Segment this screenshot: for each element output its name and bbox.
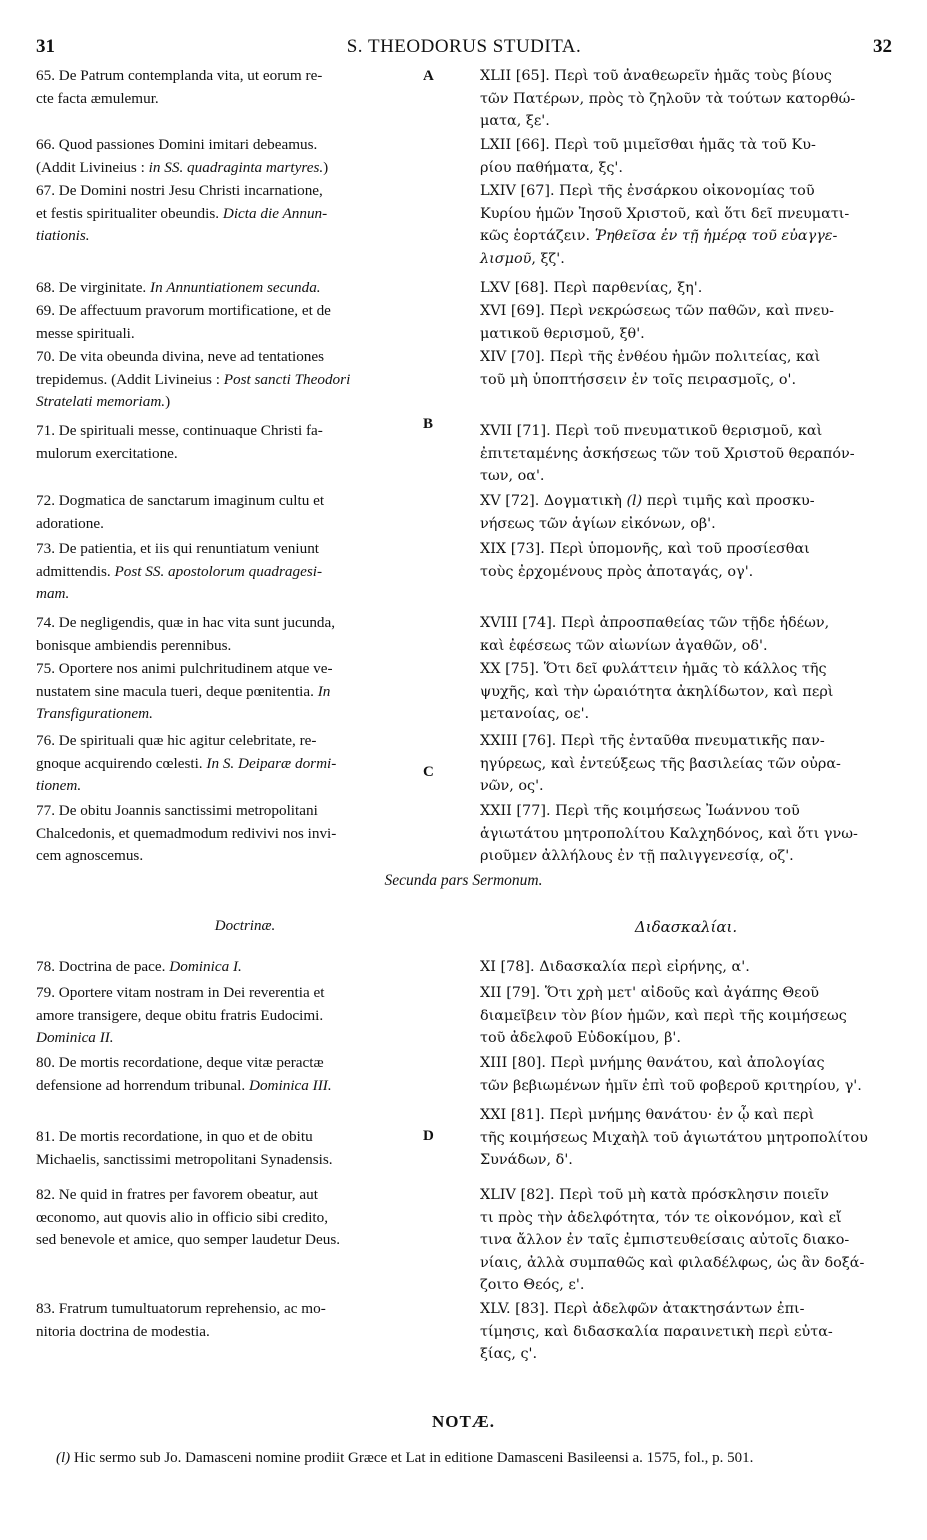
latin-entry: 74. De negligendis, quæ in hac vita sunt jucunda, bonisque ambiendis perennibus. bbox=[36, 614, 336, 654]
page-number-left: 31 bbox=[36, 36, 55, 57]
footnote: (l) Hic sermo sub Jo. Damasceni nomine prodiit Græce et Lat in editione Damasceni Basileensi a. 1575, fol., p. 501. bbox=[56, 1450, 754, 1466]
latin-entry: 80. De mortis recordatione, deque vitæ peractæ defensione ad horrendum tribunal. Dominica III. bbox=[36, 1054, 332, 1094]
running-title: S. THEODORUS STUDITA. bbox=[346, 36, 582, 57]
latin-entry: 71. De spirituali messe, continuaque Christi fa- mulorum exercitatione. bbox=[36, 422, 323, 462]
greek-entry: XXII [77]. Περὶ τῆς κοιμήσεως Ἰωάννου τοῦ ἁγιωτάτου μητροπολίτου Καλχηδόνος, καὶ ὅτι γνω- ριοῦμεν ἀλλήλους ἐν τῇ παλιγγενεσίᾳ, οζ'. bbox=[480, 803, 858, 865]
latin-subheading: Doctrinæ. bbox=[214, 918, 276, 934]
latin-entry: 68. De virginitate. In Annuntiationem secunda. bbox=[36, 279, 321, 296]
latin-entry: 72. Dogmatica de sanctarum imaginum cultu et adoratione. bbox=[36, 492, 325, 532]
latin-entry: 69. De affectuum pravorum mortificatione, et de messe spirituali. bbox=[36, 302, 331, 342]
greek-entry: XXIII [76]. Περὶ τῆς ἐνταῦθα πνευματικῆς παν- ηγύρεως, καὶ ἐντεύξεως τῆς βασιλείας τῶν οὐρα- νῶν, ος'. bbox=[480, 733, 841, 795]
latin-entry: 65. De Patrum contemplanda vita, ut eorum re- cte facta æmulemur. bbox=[36, 67, 323, 107]
greek-entry: XIX [73]. Περὶ ὑπομονῆς, καὶ τοῦ προσίεσθαι τοὺς ἐρχομένους πρὸς ἀποταγάς, ογ'. bbox=[480, 541, 810, 580]
margin-letter-c: C bbox=[423, 764, 434, 780]
greek-entry: XXI [81]. Περὶ μνήμης θανάτου· ἐν ᾧ καὶ περὶ τῆς κοιμήσεως Μιχαὴλ τοῦ ἁγιωτάτου μητροπολίτου Συνάδων, δ'. bbox=[480, 1107, 868, 1169]
greek-entry: XLIV [82]. Περὶ τοῦ μὴ κατὰ πρόσκλησιν ποιεῖν τι πρὸς τὴν ἀδελφότητα, τόν τε οἰκονόμον, καὶ εἴ τινα ἄλλον ἐν ταῖς ἐμπιστευθείσαις αὐτοῖς διακο- νίαις, ἀλλὰ συμπαθῶς καὶ φιλαδέλφως, ὡς ἂν δοξά- ζοιτο Θεός, ε'. bbox=[480, 1187, 865, 1294]
latin-entry: 76. De spirituali quæ hic agitur celebritate, re- gnoque acquirendo cœlesti. In S. Deiparæ dormi- tionem. bbox=[36, 732, 337, 795]
latin-entry: 81. De mortis recordatione, in quo et de obitu Michaelis, sanctissimi metropolitani Synadensis. bbox=[36, 1128, 333, 1168]
greek-entry: XX [75]. Ὅτι δεῖ φυλάττειν ἡμᾶς τὸ κάλλος τῆς ψυχῆς, καὶ τὴν ὡραιότητα ἀκηλίδωτον, καὶ περὶ μετανοίας, οε'. bbox=[480, 661, 834, 723]
latin-entry: 67. De Domini nostri Jesu Christi incarnatione, et festis spiritualiter obeundis. Dicta die Annun- tiationis. bbox=[36, 182, 328, 245]
greek-entry: LXV [68]. Περὶ παρθενίας, ξη'. bbox=[480, 280, 703, 296]
latin-entry: 70. De vita obeunda divina, neve ad tentationes trepidemus. (Addit Livineius : Post sancti Theodori Stratelati memoriam.) bbox=[36, 348, 351, 411]
greek-entry: XI [78]. Διδασκαλία περὶ εἰρήνης, α'. bbox=[480, 959, 750, 975]
greek-entry: XIV [70]. Περὶ τῆς ἐνθέου ἡμῶν πολιτείας, καὶ τοῦ μὴ ὑποπτήσσειν ἐν τοῖς πειρασμοῖς, ο'. bbox=[480, 349, 821, 388]
notes-heading: NOTÆ. bbox=[431, 1412, 496, 1431]
greek-entry: LXII [66]. Περὶ τοῦ μιμεῖσθαι ἡμᾶς τὰ τοῦ Κυ- ρίου παθήματα, ξς'. bbox=[480, 137, 816, 176]
page-header bbox=[36, 36, 892, 60]
greek-entry: XII [79]. Ὅτι χρὴ μετ' αἰδοῦς καὶ ἀγάπης Θεοῦ διαμεῖβειν τὸν βίον ἡμῶν, καὶ περὶ τῆς κοιμήσεως τοῦ ἀδελφοῦ Εὐδοκίμου, β'. bbox=[480, 985, 847, 1047]
greek-entry: XIII [80]. Περὶ μνήμης θανάτου, καὶ ἀπολογίας τῶν βεβιωμένων ἡμῖν ἐπὶ τοῦ φοβεροῦ κριτηρίου, γ'. bbox=[480, 1055, 862, 1094]
margin-letter-a: A bbox=[423, 68, 434, 84]
greek-subheading: Διδασκαλίαι. bbox=[634, 918, 738, 936]
latin-entry: 75. Oportere nos animi pulchritudinem atque ve- nustatem sine macula tueri, deque pœnitentia. In Transfigurationem. bbox=[36, 660, 333, 723]
latin-entry: 82. Ne quid in fratres per favorem obeatur, aut œconomo, aut quovis alio in officio sibi credito, sed benevole et amice, quo semper laudetur Deus. bbox=[36, 1186, 341, 1249]
greek-entry: XVII [71]. Περὶ τοῦ πνευματικοῦ θερισμοῦ, καὶ ἐπιτεταμένης ἀσκήσεως τῶν τοῦ Χριστοῦ θεραπόν- των, οα'. bbox=[480, 423, 855, 485]
latin-entry: 83. Fratrum tumultuatorum reprehensio, ac mo- nitoria doctrina de modestia. bbox=[36, 1300, 326, 1340]
greek-entry: XLV. [83]. Περὶ ἀδελφῶν ἀτακτησάντων ἐπι- τίμησις, καὶ διδασκαλία παραινετικὴ περὶ εὐτα- ξίας, ς'. bbox=[480, 1301, 833, 1363]
latin-entry: 66. Quod passiones Domini imitari debeamus. (Addit Livineius : in SS. quadraginta martyres.) bbox=[36, 136, 329, 176]
greek-entry: XVI [69]. Περὶ νεκρώσεως τῶν παθῶν, καὶ πνευ- ματικοῦ θερισμοῦ, ξθ'. bbox=[480, 303, 834, 342]
greek-entry: XV [72]. Δογματικὴ (l) περὶ τιμῆς καὶ προσκυ- νήσεως τῶν ἁγίων εἰκόνων, οβ'. bbox=[480, 493, 815, 532]
greek-entry: XLII [65]. Περὶ τοῦ ἀναθεωρεῖν ἡμᾶς τοὺς βίους τῶν Πατέρων, πρὸς τὸ ζηλοῦν τὰ τούτων κατορθώ- ματα, ξε'. bbox=[480, 68, 856, 130]
latin-entry: 79. Oportere vitam nostram in Dei reverentia et amore transigere, deque obitu fratris Eudocimi. Dominica II. bbox=[36, 984, 325, 1047]
latin-entry: 78. Doctrina de pace. Dominica I. bbox=[36, 958, 242, 975]
margin-letter-b: B bbox=[423, 416, 434, 432]
latin-entry: 77. De obitu Joannis sanctissimi metropolitani Chalcedonis, et quemadmodum redivivi nos invi- cem agnoscemus. bbox=[36, 802, 337, 865]
greek-entry: XVIII [74]. Περὶ ἀπροσπαθείας τῶν τῇδε ἡδέων, καὶ ἐφέσεως τῶν αἰωνίων ἀγαθῶν, οδ'. bbox=[480, 615, 830, 654]
page-number-right: 32 bbox=[873, 36, 892, 57]
section-heading: Secunda pars Sermonum. bbox=[384, 872, 543, 889]
margin-letter-d: D bbox=[423, 1128, 434, 1144]
greek-entry: LXIV [67]. Περὶ τῆς ἐνσάρκου οἰκονομίας τοῦ Κυρίου ἡμῶν Ἰησοῦ Χριστοῦ, καὶ ὅτι δεῖ πνευματι- κῶς ἑορτάζειν. Ῥηθεῖσα ἐν τῇ ἡμέρᾳ τοῦ εὐαγγε- λισμοῦ, ξζ'. bbox=[480, 183, 850, 267]
latin-entry: 73. De patientia, et iis qui renuntiatum veniunt admittendis. Post SS. apostolorum quadragesi- mam. bbox=[36, 540, 323, 603]
